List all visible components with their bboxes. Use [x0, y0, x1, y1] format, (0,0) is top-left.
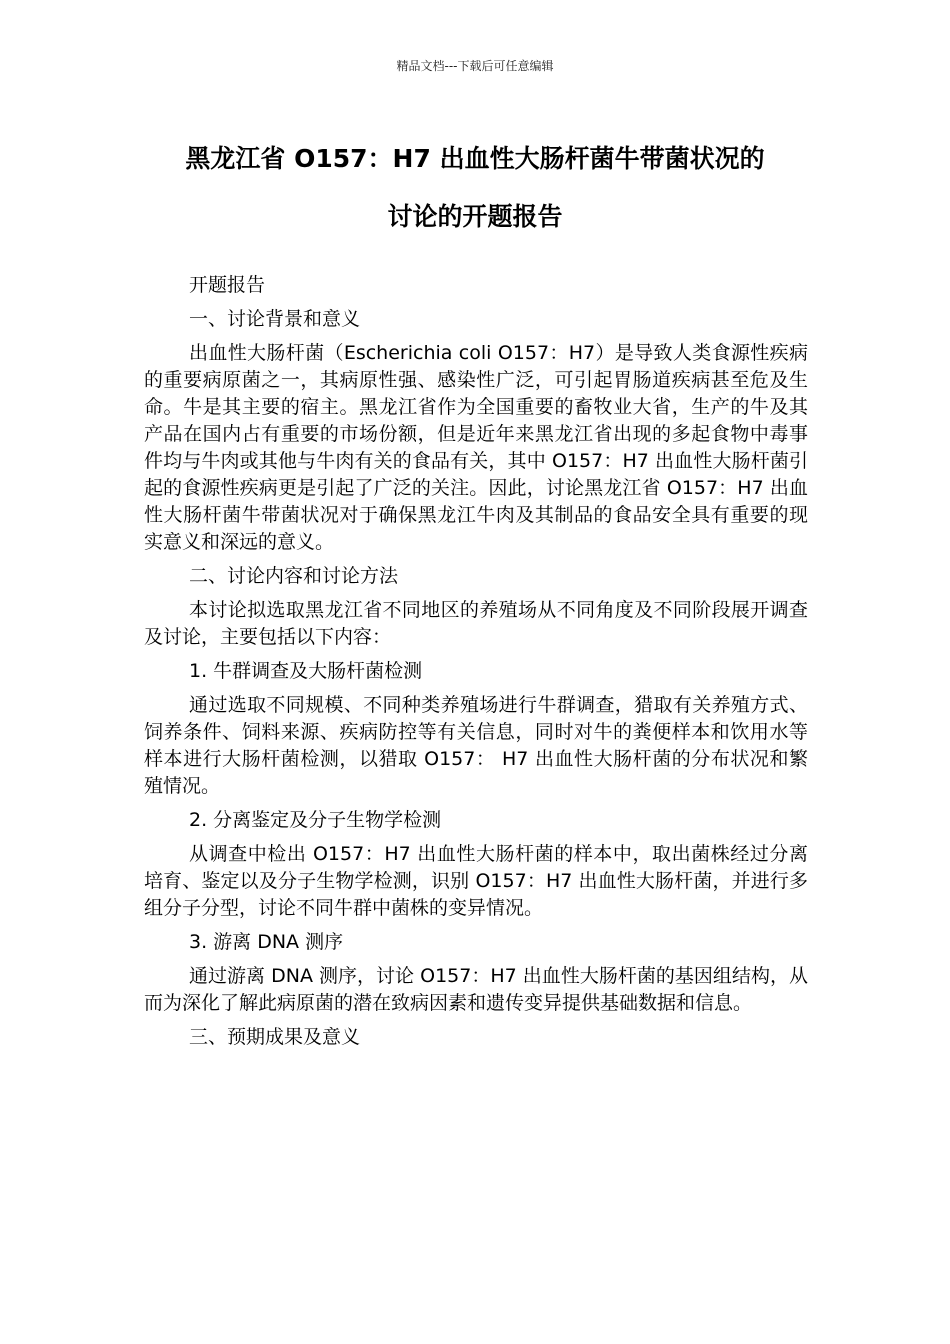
paragraph-background: 出血性大肠杆菌（Escherichia coli O157：H7）是导致人类食源性疾病的重要病原菌之一，其病原性强、感染性广泛，可引起胃肠道疾病甚至危及生命。牛是其主要的宿主。黑龙江省作为全国重要的畜牧业大省，生产的牛及其产品在国内占有重要的市场份额，但是近年来黑龙江省出现的多起食物中毒事件均与牛肉或其他与牛肉有关的食品有关，其中 O157：H7 出血性大肠杆菌引起的食源性疾病更是引起了广泛的关注。因此，讨论黑龙江省 O157：H7 出血性大肠杆菌牛带菌状况对于确保黑龙江牛肉及其制品的食品安全具有重要的现实意义和深远的意义。 — [144, 342, 808, 553]
page-header: 精品文档---下载后可任意编辑 — [396, 59, 554, 73]
title-line-1: 黑龙江省 O157：H7 出血性大肠杆菌牛带菌状况的 — [185, 144, 765, 173]
paragraph-content-intro: 本讨论拟选取黑龙江省不同地区的养殖场从不同角度及不同阶段展开调查及讨论，主要包括以下内容： — [144, 599, 808, 648]
section-heading-content-methods: 二、讨论内容和讨论方法 — [189, 565, 399, 587]
document-title — [120, 130, 830, 246]
section-label-opening-report: 开题报告 — [189, 274, 266, 296]
paragraph-isolation-identification: 从调查中检出 O157：H7 出血性大肠杆菌的样本中，取出菌株经过分离培育、鉴定以及分子生物学检测，识别 O157：H7 出血性大肠杆菌，并进行多组分子分型，讨论不同牛群中菌株的变异情况。 — [144, 843, 808, 919]
document-body — [144, 272, 808, 1058]
subheading-dna-sequencing: 3. 游离 DNA 测序 — [189, 931, 344, 953]
subheading-herd-survey: 1. 牛群调查及大肠杆菌检测 — [189, 660, 423, 682]
section-heading-expected-results: 三、预期成果及意义 — [189, 1026, 361, 1048]
paragraph-dna-sequencing: 通过游离 DNA 测序，讨论 O157：H7 出血性大肠杆菌的基因组结构，从而为深化了解此病原菌的潜在致病因素和遗传变异提供基础数据和信息。 — [144, 965, 808, 1014]
paragraph-herd-survey: 通过选取不同规模、不同种类养殖场进行牛群调查，猎取有关养殖方式、饲养条件、饲料来源、疾病防控等有关信息，同时对牛的粪便样本和饮用水等样本进行大肠杆菌检测，以猎取 O157： H7 出血性大肠杆菌的分布状况和繁殖情况。 — [144, 694, 808, 797]
section-heading-background: 一、讨论背景和意义 — [189, 308, 361, 330]
title-line-2: 讨论的开题报告 — [387, 202, 563, 231]
subheading-isolation-identification: 2. 分离鉴定及分子生物学检测 — [189, 809, 442, 831]
